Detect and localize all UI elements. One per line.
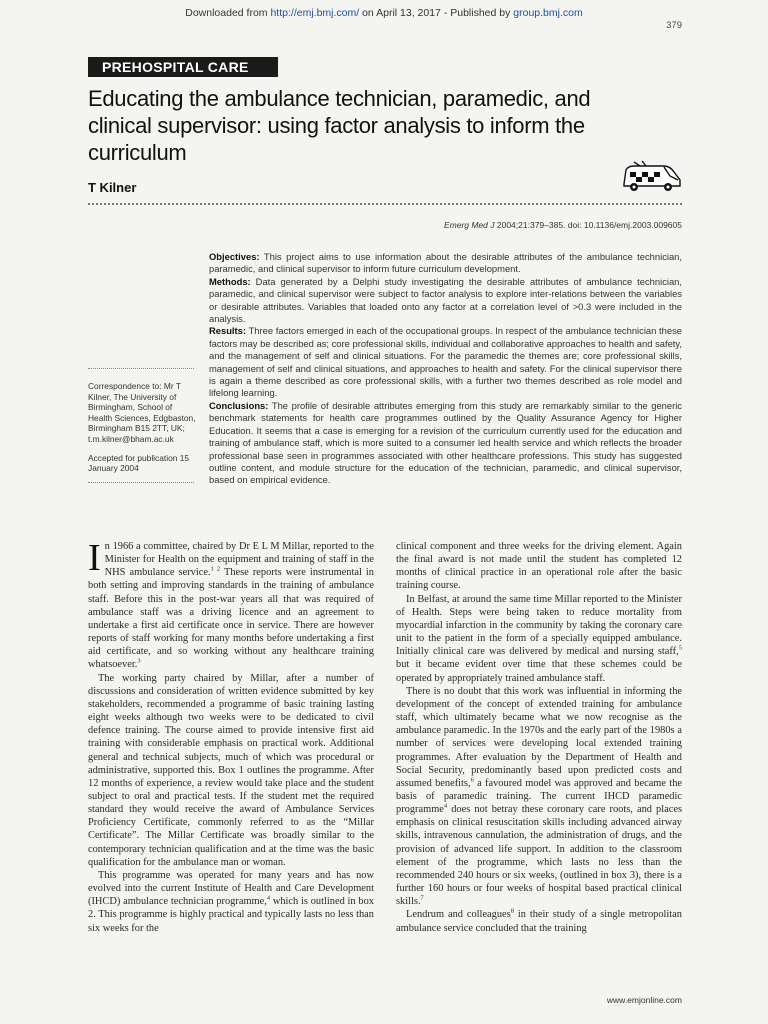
objectives-text: This project aims to use information about the desirable attributes of the ambulance technician, paramedic, and clinical supervisor to inform future curriculum development. [209,251,682,275]
paragraph-text: This programme was operated for many years and has now evolved into the current Institute of Health and Care Development (IHCD) ambulance technician programme, [88,869,374,908]
drop-cap: I [88,537,101,579]
reference-marker[interactable]: 1 2 [210,565,221,573]
body-column-left [88,537,374,935]
journal-name: Emerg Med J [443,220,495,230]
correspondence: Correspondence to: Mr T Kilner, The University of Birmingham, School of Health Sciences, Edgbaston, Birmingham B15 2TT, UK; t.m.kilner@bham.ac.uk [88,381,196,444]
body-paragraph [396,593,682,685]
download-notice [0,7,768,19]
results-text: Three factors emerged in each of the occupational groups. In respect of the ambulance technician these factors may be described as; core professional skills, individual and collaborative approaches to health and safety, and the management of self and clinical situations. For the paramedic the themes are; core professional skills, management of self and clinical situations, and approaches to health and safety. For the clinical supervisor there is again a theme described as core professional skills, with a further two themes described as role model and lifelong learning. [209,325,682,399]
paragraph-text: in their study of a single metropolitan ambulance service concluded that the training [396,909,682,934]
conclusions-text: The profile of desirable attributes emerging from this study are remarkably similar to the generic benchmark statements for health care programmes outlined by the Quality Assurance Agency for Higher Education. It seems that a case is emerging for a revision of the curriculum currently used for the education and training of ambulance staff, which is more suited to a consumer led health service and which reflects the broader professional base seen in programmes associated with other healthcare professions. This study has suggested outline content, and module structure for the education of the technician, paramedic, and clinical supervisor, based on empirical evidence. [209,399,682,486]
abstract-objectives [209,251,682,276]
title-divider [88,203,682,205]
results-heading: Results: [209,325,246,337]
reference-marker[interactable]: 4 [443,802,448,810]
paragraph-text: There is no doubt that this work was influential in informing the development of the concept of extended training for ambulance staff, which ultimately became what we now recognise as the ambulance paramedic. In the 1970s and the early part of the 1980s a number of services were developing local extended training programmes. After evaluation by the Department of Health and Social Security, predominantly based upon predicted costs and assumed benefits, [396,685,682,789]
conclusions-heading: Conclusions: [209,399,269,411]
page-number: 379 [666,20,682,31]
body-paragraph [88,869,374,935]
reference-marker[interactable]: 5 [678,644,682,652]
body-paragraph [396,908,682,934]
reference-marker[interactable]: 3 [137,657,141,665]
methods-heading: Methods: [209,275,251,287]
paragraph-text: The working party chaired by Millar, after a number of discussions and consideration of written evidence submitted by key stakeholders, recommended a programme of basic training lasting eight weeks although two weeks were to be dedicated to civil defence training. The course aimed to provide intensive first aid training with considerable emphasis on practical work. Additional general and technical subjects, much of which was procedural or administrative, supported this. Box 1 outlines the programme. After 12 months of experience, a review would take place and the student subject to oral and practical tests. If the student met the required standard they would receive the award of Ambulance Services Proficiency Certificate, commonly referred to as the “Millar Certificate”. The Millar Certificate was broadly similar to the contemporary technician qualification and at the time was the basic qualification for the ambulance man or woman. [88,672,374,868]
paragraph-text: does not betray these coronary care roots, and places emphasis on clinical resuscitation skills including advanced airway skills, intravenous cannulation, the administration of drugs, and the provision of advanced life support. In addition to the classroom element of the programme, which lasts no less than the recommended 240 hours or six weeks, (outlined in box 3), there is a further 160 hours or four weeks of hospital based practical clinical skills. [396,804,682,908]
reference-marker[interactable]: 8 [510,907,514,915]
accepted-date: Accepted for publication 15 January 2004 [88,452,190,474]
section-label: PREHOSPITAL CARE [88,57,278,77]
body-paragraph [88,537,374,672]
abstract-conclusions [209,400,682,487]
paragraph-text: In Belfast, at around the same time Millar reported to the Minister of Health. Steps were being taken to reduce mortality from myocardial infarction in the community by taking the coronary care unit to the patient in the form of a specially equipped ambulance. Initially clinical care was delivered by medical and nursing staff, [396,593,682,658]
download-middle: on April 13, 2017 - Published by [359,7,514,19]
sidebar-divider-bottom [88,482,194,483]
citation [444,220,682,230]
download-link[interactable]: http://emj.bmj.com/ [270,7,360,19]
paragraph-text: which is outlined in box 2. This programme is highly practical and typically lasts no less than six weeks for the [88,896,374,934]
body-paragraph [396,540,682,593]
abstract-results [209,325,682,399]
download-prefix: Downloaded from [185,7,271,19]
body-paragraph [396,685,682,909]
methods-text: Data generated by a Delphi study investigating the desirable attributes of ambulance technician, paramedic, and clinical supervisor were subject to factor analysis to explore inter-relations between the variables or desirable attributes. Variables that loaded onto any factor at a correlation level of >0.3 were included in the analysis. [209,275,682,325]
paragraph-text: n 1966 a committee, chaired by Dr E L M Millar, reported to the Minister for Health on the equipment and training of staff in the NHS ambulance service. [104,541,374,579]
ambulance-icon [620,158,684,196]
publisher-link[interactable]: group.bmj.com [513,7,583,19]
author-name: T Kilner [88,180,137,195]
reference-marker[interactable]: 4 [266,894,271,902]
paragraph-text: clinical component and three weeks for the driving element. Again the final award is not made until the student has completed 12 months of clinical practice in an operational role after the basic training course. [396,541,682,592]
article-title: Educating the ambulance technician, paramedic, and clinical supervisor: using factor analysis to inform the curriculum [88,86,591,165]
paragraph-text: Lendrum and colleagues [406,909,511,921]
body-paragraph [88,672,374,869]
body-column-right [396,540,682,935]
paragraph-text: These reports were instrumental in both setting and improving standards in the training of ambulance staff. Before this in the post-war years all that was required of ambulance staff was a driving licence and an agreement to undertake a first aid certificate once in service. There are however reports of staff working for many months before undertaking a first aid certificate, and so working without any healthcare training whatsoever. [88,567,374,671]
sidebar-divider-top [88,368,194,369]
paragraph-text: a favoured model was approved and became the basis of paramedic training. The current IHCD paramedic programme [396,777,682,816]
abstract [209,251,682,487]
sidebar-notes [88,368,198,483]
abstract-methods [209,276,682,326]
citation-details: 2004;21:379–385. doi: 10.1136/emj.2003.009605 [494,220,682,230]
paragraph-text: but it became evident over time that these schemes could be operated by appropriately trained ambulance staff. [396,659,682,684]
reference-marker[interactable]: 7 [420,894,424,902]
footer-url[interactable]: www.emjonline.com [606,995,682,1005]
objectives-heading: Objectives: [209,251,260,262]
reference-marker[interactable]: 6 [470,776,474,784]
